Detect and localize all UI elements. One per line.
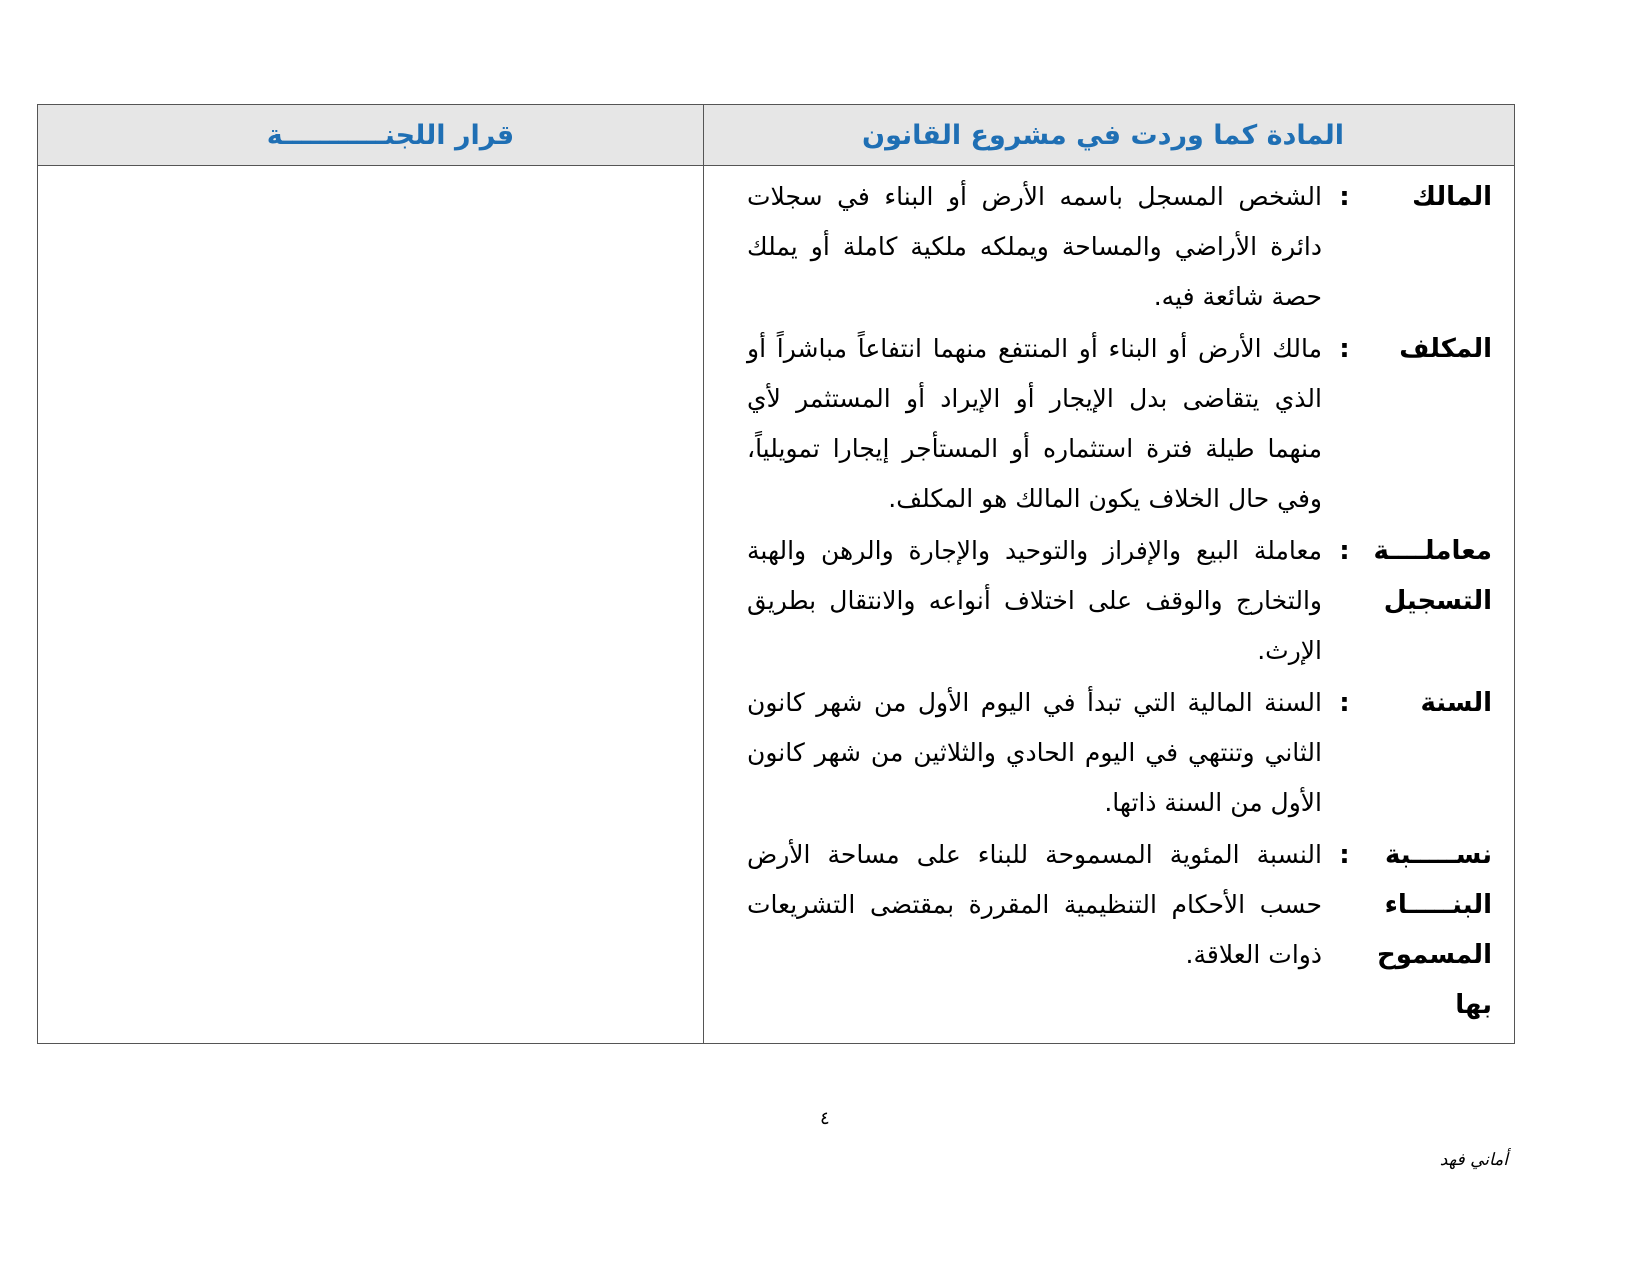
definition-term-line: بها [1455,990,1492,1020]
definition-term [1367,830,1514,1030]
committee-decision-column [38,105,703,1043]
committee-decision-header: قرار اللجنـــــــــــة [38,105,703,166]
definition-text: الشخص المسجل باسمه الأرض أو البناء في سجلات دائرة الأراضي والمساحة ويملكه ملكية كاملة أو يملك حصة شائعة فيه. [747,182,1322,311]
definition-colon: : [1339,182,1350,212]
definition-term-line: معاملــــة [1373,536,1492,566]
definition-row [704,830,1514,1030]
definition-row [704,172,1514,322]
definition-row [704,678,1514,828]
definition-term-line: المسموح [1376,940,1492,970]
definition-term [1367,526,1514,676]
definition-text: النسبة المئوية المسموحة للبناء على مساحة الأرض حسب الأحكام التنظيمية المقررة بمقتضى التشريعات ذوات العلاقة. [747,840,1322,969]
definition-term-line: نســـــبة [1384,840,1492,870]
article-column [703,105,1514,1043]
committee-decision-body [38,166,703,1043]
definition-term [1367,324,1514,524]
page-number: ٤ [820,1108,830,1129]
article-column-body [704,166,1514,1043]
definition-term-line: المالك [1412,182,1492,212]
definitions-list [704,166,1514,1030]
definition-colon: : [1339,688,1350,718]
definition-term-line: المكلف [1399,334,1492,364]
article-column-header: المادة كما وردت في مشروع القانون [704,105,1514,166]
definition-term-line: التسجيل [1383,586,1492,616]
definition-row [704,526,1514,676]
handwritten-signature: أماني فهد [1439,1150,1508,1170]
definition-colon: : [1339,334,1350,364]
law-comparison-table [37,104,1515,1044]
definition-text: السنة المالية التي تبدأ في اليوم الأول من شهر كانون الثاني وتنتهي في اليوم الحادي والثلاثين من شهر كانون الأول من السنة ذاتها. [747,688,1322,817]
definition-term [1367,172,1514,322]
definition-text: مالك الأرض أو البناء أو المنتفع منهما انتفاعاً مباشراً أو الذي يتقاضى بدل الإيجار أو الإيراد أو المستثمر لأي منهما طيلة فترة استثماره أو المستأجر إيجارا تمويلياً، وفي حال الخلاف يكون المالك هو المكلف. [747,334,1322,513]
definition-term-line: السنة [1420,688,1492,718]
definition-text: معاملة البيع والإفراز والتوحيد والإجارة والرهن والهبة والتخارج والوقف على اختلاف أنواعه والانتقال بطريق الإرث. [747,536,1322,665]
definition-colon: : [1339,536,1350,566]
definition-term [1367,678,1514,828]
definition-row [704,324,1514,524]
definition-colon: : [1339,840,1350,870]
definition-term-line: البنـــــاء [1384,890,1492,920]
